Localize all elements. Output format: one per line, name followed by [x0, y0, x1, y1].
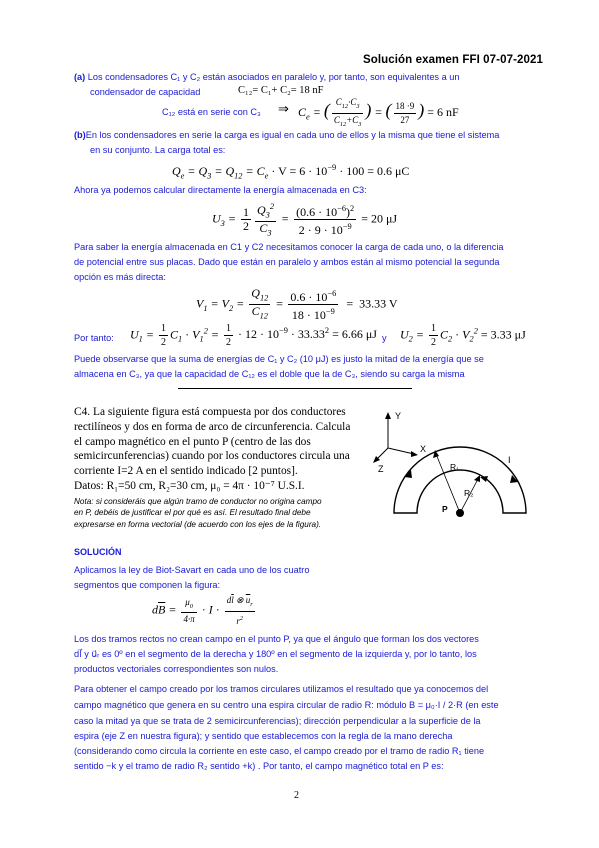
- circ-line5: (considerando como circula la corriente en este caso, el campo creado por el tramo de radio R₁ tiene: [74, 746, 485, 756]
- u2-formula: $U_2$ = $\frac{1}{2}$ $C_2 \cdot V_2^2 = 3.33$ μJ: [400, 323, 526, 348]
- c4-note-line3: expresarse en forma vectorial (de acuerdo con los ejes de la figura).: [74, 519, 322, 529]
- para-line1: Para saber la energía almacenada en C1 y C2 necesitamos conocer la carga de cada uno, o la diferencia: [74, 242, 504, 252]
- c4-note: [74, 496, 379, 530]
- solucion-line2: segmentos que componen la figura:: [74, 580, 221, 590]
- solucion-title: SOLUCIÓN: [74, 547, 122, 557]
- axis-y-label: Y: [395, 411, 402, 421]
- part-a-label: (a): [74, 72, 86, 82]
- circ-line6: sentido −k y el tramo de radio R₂ sentido +k) . Por tanto, el campo magnético total en P es:: [74, 761, 444, 771]
- conductor-path: [394, 447, 526, 513]
- q-formula: $Q_e = Q_3 = Q_{12} = C_e \cdot V = 6 \cdot 10^{-9} \cdot 100 = 0.6$ μC: [172, 163, 410, 181]
- portanto-label: Por tanto:: [74, 333, 114, 343]
- observation-line2: almacena en C₃, ya que la capacidad de C₁₂ es el doble que la de C₃, siendo su carga la misma: [74, 369, 465, 379]
- point-p-marker: [456, 509, 464, 517]
- c12-formula: C₁₂= C₁+ C₂= 18 nF: [238, 85, 324, 96]
- c4-line3: el campo magnético en el punto P (centro de las dos: [74, 435, 311, 448]
- para-line2: de potencial entre sus placas. Dado que están en paralelo y ambos están al mismo potencial la segunda: [74, 257, 500, 267]
- circ-line2: campo magnético que genera en su centro una espira circular de radio R: módulo B = μ₀·I / 2·R (en este: [74, 700, 499, 710]
- conductor-figure: [368, 400, 538, 530]
- series-text: C₁₂ está en serie con C₃: [162, 107, 261, 117]
- implies-arrow: ⇒: [278, 101, 289, 116]
- v-formula: $V_1 = V_2$ = $\frac{Q_{12}}{C_{12}}$ = $\frac{0.6 \cdot 10^{-6}}{18 \cdot 10^{-9}}$ = 33.33 V: [196, 286, 398, 323]
- para-line3: opción es más directa:: [74, 272, 166, 282]
- rect-line2: dl⃗ y u⃗ᵣ es 0º en el segmento de la derecha y 180º en el segmento de la izquierda y, por lo tanto, los: [74, 649, 477, 659]
- ce-formula: $C_e$ = ( $\frac{C_{12}\cdot C_3}{C_{12}+C_3}$ ) = ( $\frac{18 \cdot 9}{27}$ ) = 6 nF: [298, 97, 459, 128]
- rect-line1: Los dos tramos rectos no crean campo en el punto P, ya que el ángulo que forman los dos vectores: [74, 634, 479, 644]
- part-b-line1-text: En los condensadores en serie la carga es igual en cada uno de ellos y la misma que tiene el sistema: [85, 130, 500, 140]
- circ-line1: Para obtener el campo creado por los tramos circulares utilizamos el resultado que ya conocemos del: [74, 684, 489, 694]
- circ-line4: espira (eje Z en nuestra figura); y sentido que establecemos con la regla de la mano derecha: [74, 731, 453, 741]
- part-a-line1-text: Los condensadores C₁ y C₂ están asociados en paralelo y, por tanto, son equivalentes a un: [85, 72, 460, 82]
- c4-line2: rectilíneos y dos en forma de arco de circunferencia. Calcula: [74, 420, 351, 433]
- circ-line3: caso la mitad ya que se trata de 2 semicircunferencias); dirección perpendicular a la superficie de la: [74, 716, 481, 726]
- axis-z-label: Z: [378, 464, 384, 474]
- c4-note-line2: en P, debéis de justificar el por qué es así. El resultado final debe: [74, 508, 311, 518]
- axis-x-label: X: [420, 444, 427, 454]
- r1-label: R₁: [450, 462, 460, 472]
- rect-line3: productos vectoriales correspondientes son nulos.: [74, 664, 279, 674]
- u1-formula: $U_1$ = $\frac{1}{2}$ $C_1 \cdot V_1^2$ = $\frac{1}{2}$ · $12 \cdot 10^{-9} \cdot 33.33^2 = 6.66$ μJ: [130, 323, 377, 348]
- c4-line4: semicircunferencias) cuando por los conductores circula una: [74, 450, 350, 463]
- u3-formula: $U_3$ = $\frac{1}{2}$ $\frac{Q_3^2}{C_3}$ = $\frac{(0.6 \cdot 10^{-6})^2}{2 \cdot 9 \cdot 10^{-9}}$ = 20 μJ: [212, 202, 398, 238]
- c4-datos: Datos: R₁=50 cm, R₂=30 cm, μ₀ = 4π · 10⁻⁷ U.S.I.: [74, 479, 305, 492]
- r2-label: R₂: [464, 488, 474, 498]
- c4-line1: C4. La siguiente figura está compuesta por dos conductores: [74, 406, 346, 418]
- part-a-line2: condensador de capacidad: [90, 87, 201, 97]
- solucion-line1: Aplicamos la ley de Biot-Savart en cada uno de los cuatro: [74, 565, 310, 575]
- observation-line1: Puede observarse que la suma de energías de C₁ y C₂ (10 μJ) es justo la mitad de la energía que se: [74, 354, 484, 364]
- current-label: I: [508, 455, 511, 465]
- c4-line5: corriente I=2 A en el sentido indicado [2 puntos].: [74, 465, 298, 478]
- energy-intro: Ahora ya podemos calcular directamente la energía almacenada en C3:: [74, 185, 367, 195]
- part-b-line2: en su conjunto. La carga total es:: [90, 145, 226, 155]
- part-a-line1: [74, 70, 544, 85]
- section-divider: [178, 388, 412, 389]
- part-b-line1: [74, 128, 544, 143]
- part-b-label: (b): [74, 130, 86, 140]
- current-arrow-inner: [480, 476, 488, 482]
- c4-statement: [74, 405, 374, 494]
- y-conjunction: y: [382, 333, 387, 343]
- page-header-title: Solución examen FFI 07-07-2021: [362, 54, 543, 66]
- point-p-label: P: [442, 504, 448, 514]
- c4-note-line1: Nota: si consideráis que algún tramo de conductor no origina campo: [74, 497, 322, 506]
- page-number: 2: [294, 790, 299, 801]
- biot-savart-formula: $d\overline{B}$ = $\frac{\mu_0}{4\cdot\pi}$ · I · $\frac{d\overline{l} \otimes \overline{u}_r}{r^2}$: [152, 595, 253, 626]
